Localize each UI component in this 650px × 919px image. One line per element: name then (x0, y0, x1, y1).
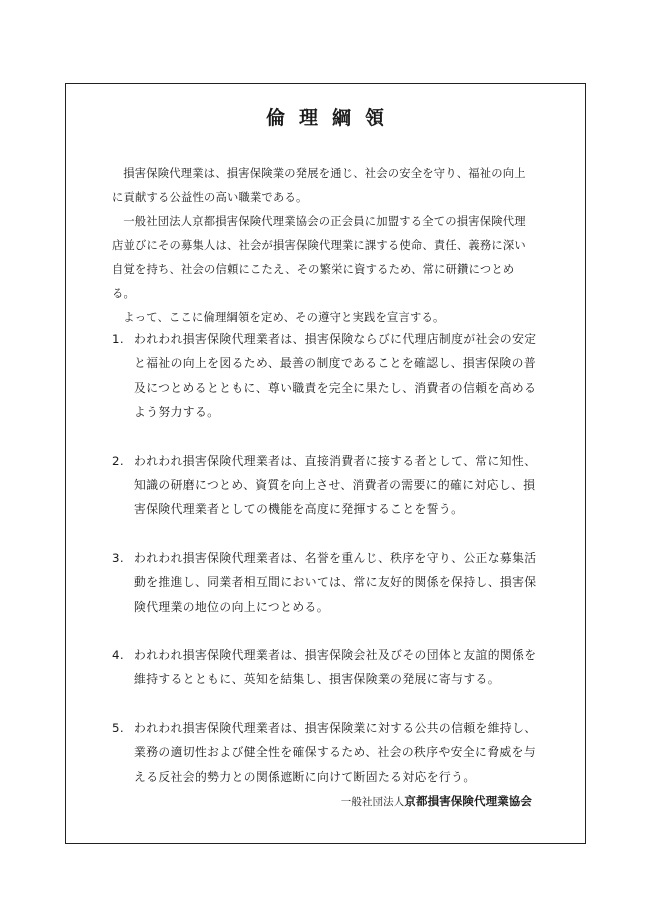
organization-signature (341, 793, 532, 809)
preamble-paragraph: 損害保険代理業は、損害保険業の発展を通じ、社会の安全を守り、福祉の向上に貢献する公益性の高い職業である。 (112, 167, 526, 204)
preamble (112, 162, 530, 330)
article-number: 2. (112, 453, 125, 468)
article-number: 1. (112, 332, 125, 346)
preamble-paragraph: 一般社団法人京都損害保険代理業協会の正会員に加盟する全ての損害保険代理店並びにその募集人は、社会が損害保険代理業に課する使命、責任、義務に深い自覚を持ち、社会の信頼にこたえ、その繁栄に資するため、常に研鑽につとめる。 (112, 215, 526, 300)
article-3 (112, 546, 542, 619)
article-text: われわれ損害保険代理業者は、名誉を重んじ、秩序を守り、公正な募集活動を推進し、同業者相互間においては、常に友好的関係を保持し、損害保険代理業の地位の向上につとめる。 (134, 550, 537, 614)
article-text: われわれ損害保険代理業者は、損害保険ならびに代理店制度が社会の安定と福祉の向上を図るため、最善の制度であることを確認し、損害保険の普及につとめるとともに、尊い職責を完全に果たし、消費者の信頼を高めるよう努力する。 (134, 332, 537, 420)
article-number: 4. (112, 648, 125, 663)
article-number: 3. (112, 550, 125, 565)
preamble-paragraph: よって、ここに倫理綱領を定め、その遵守と実践を宣言する。 (123, 311, 445, 324)
article-text: われわれ損害保険代理業者は、直接消費者に接する者として、常に知性、知識の研磨につとめ、資質を向上させ、消費者の需要に的確に対応し、損害保険代理業者としての機能を高度に発揮することを誓う。 (134, 453, 537, 517)
article-number: 5. (112, 720, 125, 735)
article-4 (112, 643, 542, 692)
article-1 (112, 327, 542, 425)
article-2 (112, 449, 542, 522)
article-5 (112, 716, 542, 789)
organization-prefix: 一般社団法人 (340, 796, 405, 808)
article-text: われわれ損害保険代理業者は、損害保険業に対する公共の信頼を維持し、業務の適切性および健全性を確保するため、社会の秩序や安全に脅威を与える反社会的勢力との関係遮断に向けて断固たる対応を行う。 (134, 720, 537, 784)
organization-name: 京都損害保険代理業協会 (404, 794, 532, 808)
article-list (112, 327, 542, 813)
article-text: われわれ損害保険代理業者は、損害保険会社及びその団体と友誼的関係を維持するとともに、英知を結集し、損害保険業の発展に寄与する。 (134, 648, 537, 687)
document-title: 倫理綱領 (265, 107, 398, 129)
